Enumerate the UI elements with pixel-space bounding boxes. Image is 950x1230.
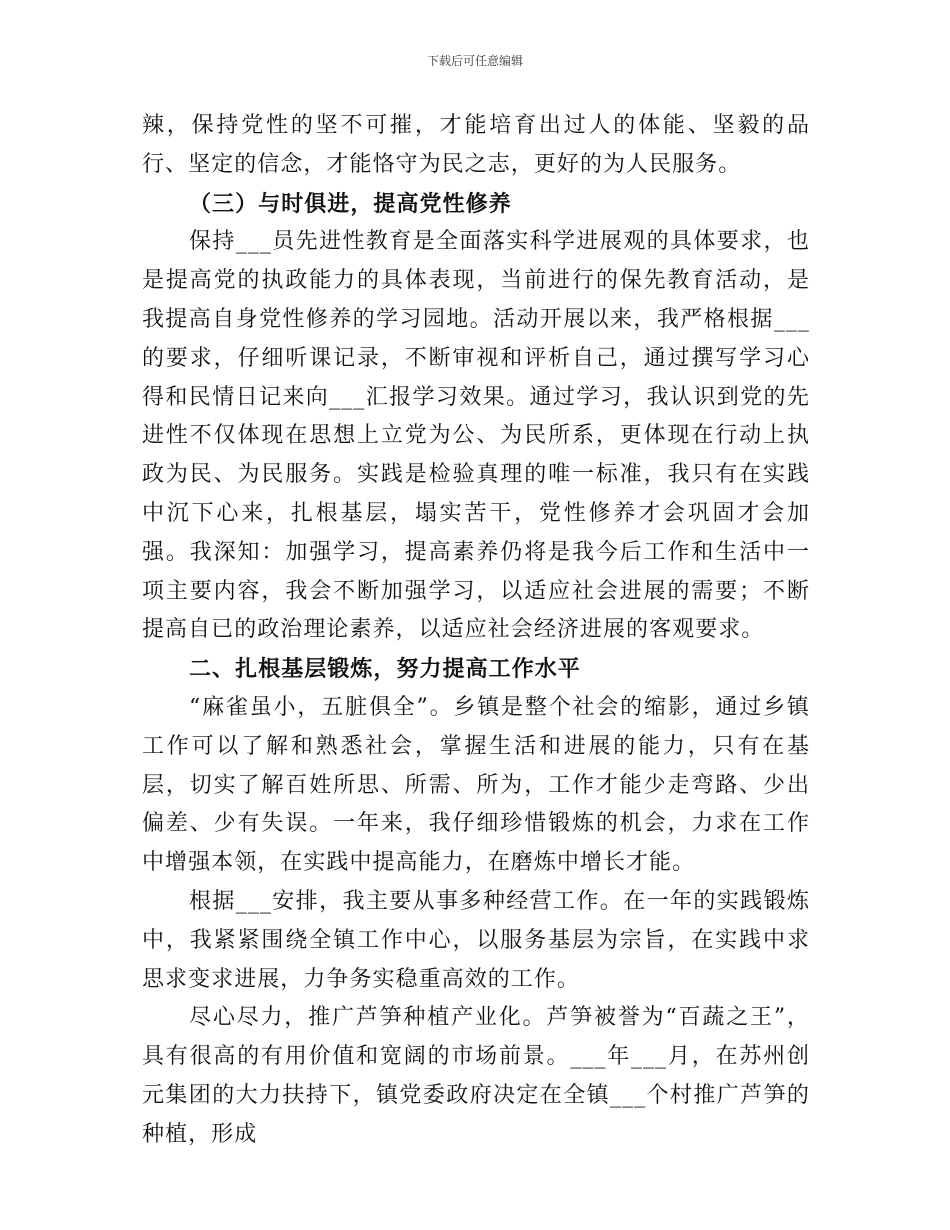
section-subheading: （三）与时俱进，提高党性修养 <box>189 190 512 217</box>
paragraph: 尽心尽力，推广芦笋种植产业化。芦笋被誉为“百蔬之王”，具有很高的有用价值和宽阔的市场前景。___年___月，在苏州创元集团的大力扶持下，镇党委政府决定在全镇___个村推广芦笋的种植，形成 <box>142 1005 810 1147</box>
paragraph-continuation: 辣，保持党性的坚不可摧，才能培育出过人的体能、坚毅的品行、坚定的信念，才能恪守为民之志，更好的为人民服务。 <box>142 113 810 177</box>
section-heading: 二、扎根基层锻炼，努力提高工作水平 <box>189 656 581 683</box>
document-body <box>142 107 810 1155</box>
paragraph: 根据___安排，我主要从事多种经营工作。在一年的实践锻炼中，我紧紧围绕全镇工作中心，以服务基层为宗旨，在实践中求思求变求进展，力争务实稳重高效的工作。 <box>142 888 810 992</box>
page-header: 下载后可任意编辑 <box>426 54 523 68</box>
paragraph: “麻雀虽小，五脏俱全”。乡镇是整个社会的缩影，通过乡镇工作可以了解和熟悉社会，掌握生活和进展的能力，只有在基层，切实了解百姓所思、所需、所为，工作才能少走弯路、少出偏差、少有失误。一年来，我仔细珍惜锻炼的机会，力求在工作中增强本领，在实践中提高能力，在磨炼中增长才能。 <box>142 694 810 876</box>
paragraph: 保持___员先进性教育是全面落实科学进展观的具体要求，也是提高党的执政能力的具体表现，当前进行的保先教育活动，是我提高自身党性修养的学习园地。活动开展以来，我严格根据___的要求，仔细听课记录，不断审视和评析自己，通过撰写学习心得和民情日记来向___汇报学习效果。通过学习，我认识到党的先进性不仅体现在思想上立党为公、为民所系，更体现在行动上执政为民、为民服务。实践是检验真理的唯一标准，我只有在实践中沉下心来，扎根基层，塌实苦干，党性修养才会巩固才会加强。我深知：加强学习，提高素养仍将是我今后工作和生活中一项主要内容，我会不断加强学习，以适应社会进展的需要；不断提高自已的政治理论素养，以适应社会经济进展的客观要求。 <box>142 229 810 643</box>
